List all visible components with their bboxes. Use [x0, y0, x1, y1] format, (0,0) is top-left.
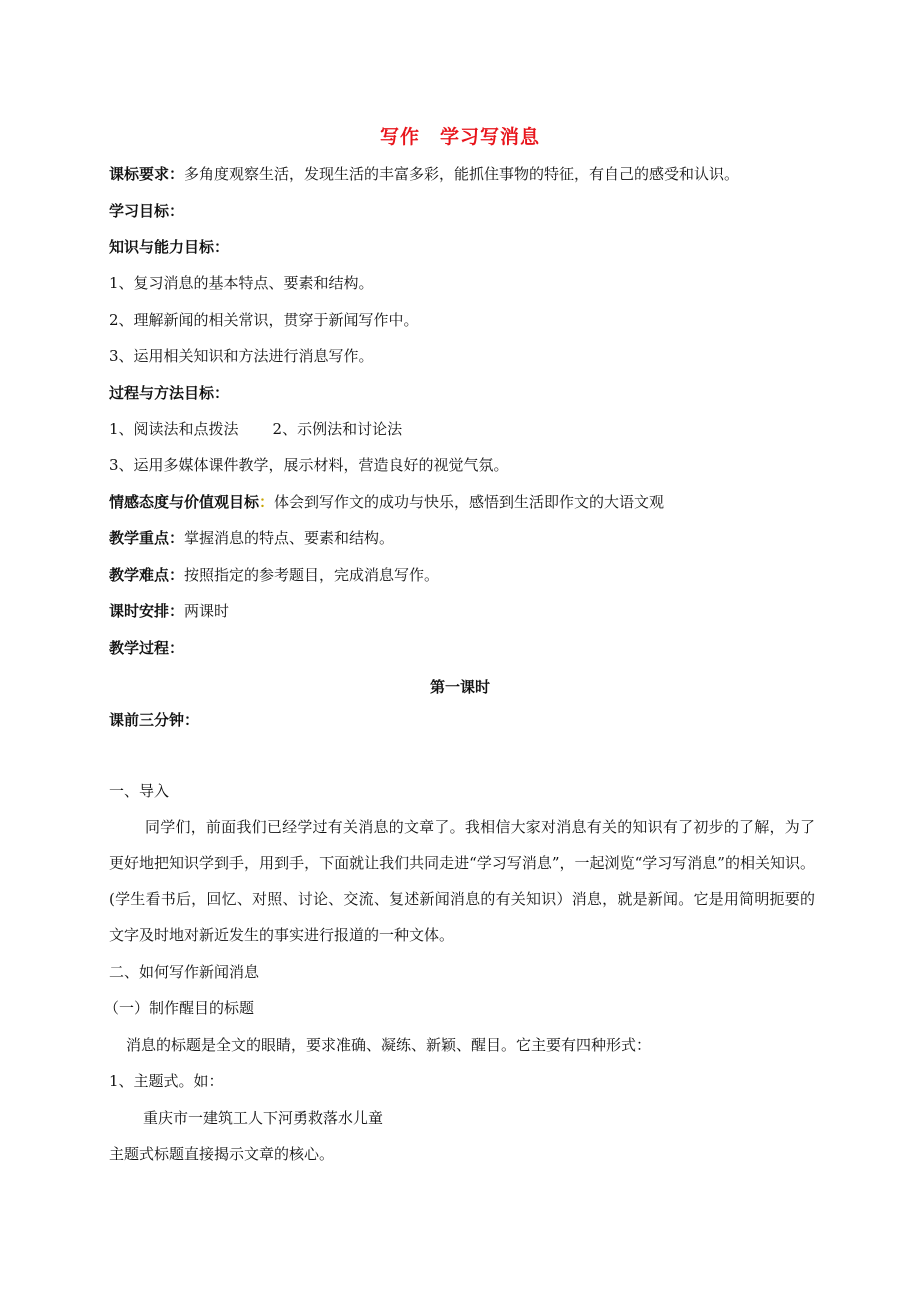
difficulty-text: 按照指定的参考题目，完成消息写作。 — [184, 566, 440, 584]
section-2-subheading: （一）制作醒目的标题 — [104, 999, 255, 1017]
section-2-intro: 消息的标题是全文的眼睛，要求准确、凝练、新颖、醒目。它主要有四种形式： — [126, 1036, 652, 1054]
knowledge-item-3: 3、运用相关知识和方法进行消息写作。 — [109, 347, 374, 365]
pre-class-heading: 课前三分钟： — [109, 711, 200, 729]
curriculum-label: 课标要求： — [109, 165, 185, 183]
process-method-2: 2、示例法和讨论法 — [272, 420, 403, 438]
process-item-3: 3、运用多媒体课件教学，展示材料，营造良好的视觉气氛。 — [109, 456, 509, 474]
page-title: 写作 学习写消息 — [379, 126, 540, 148]
knowledge-item-1: 1、复习消息的基本特点、要素和结构。 — [109, 274, 374, 292]
section-2-form-1: 1、主题式。如： — [109, 1072, 224, 1090]
emotion-line — [109, 492, 664, 512]
process-heading: 过程与方法目标： — [109, 384, 230, 402]
process-method-1: 1、阅读法和点拨法 — [109, 420, 239, 438]
section-2-heading: 二、如何写作新闻消息 — [109, 963, 260, 981]
key-point-text: 掌握消息的特点、要素和结构。 — [184, 529, 395, 547]
schedule-text: 两课时 — [184, 602, 230, 620]
difficulty-label: 教学难点： — [109, 566, 185, 584]
emotion-colon: ： — [259, 493, 275, 511]
process-item-1 — [109, 419, 402, 439]
schedule-label: 课时安排： — [109, 602, 185, 620]
emotion-text: 体会到写作文的成功与快乐，感悟到生活即作文的大语文观 — [274, 493, 665, 511]
difficulty-line — [109, 565, 439, 585]
schedule-line — [109, 601, 229, 621]
section-2-note: 主题式标题直接揭示文章的核心。 — [109, 1145, 335, 1163]
knowledge-heading: 知识与能力目标： — [109, 238, 230, 256]
curriculum-line — [109, 164, 739, 184]
process-title: 教学过程： — [109, 639, 185, 657]
section-1-paragraph: 同学们，前面我们已经学过有关消息的文章了。我相信大家对消息有关的知识有了初步的了解，为了更好地把知识学到手，用到手，下面就让我们共同走进“学习写消息”，一起浏览“学习写消息”的相关知识。(学生看书后，回忆、对照、讨论、交流、复述新闻消息的有关知识）消息，就是新闻。它是用简明扼要的文字及时地对新近发生的事实进行报道的一种文体。 — [109, 818, 815, 944]
section-1-heading: 一、导入 — [109, 782, 170, 800]
section-2-example: 重庆市一建筑工人下河勇救落水儿童 — [143, 1109, 384, 1127]
goals-heading: 学习目标： — [109, 202, 185, 220]
knowledge-item-2: 2、理解新闻的相关常识，贯穿于新闻写作中。 — [109, 311, 419, 329]
emotion-label: 情感态度与价值观目标 — [109, 493, 260, 511]
lesson-title: 第一课时 — [429, 678, 490, 696]
key-point-line — [109, 528, 394, 548]
curriculum-text: 多角度观察生活，发现生活的丰富多彩，能抓住事物的特征，有自己的感受和认识。 — [184, 165, 740, 183]
key-point-label: 教学重点： — [109, 529, 185, 547]
